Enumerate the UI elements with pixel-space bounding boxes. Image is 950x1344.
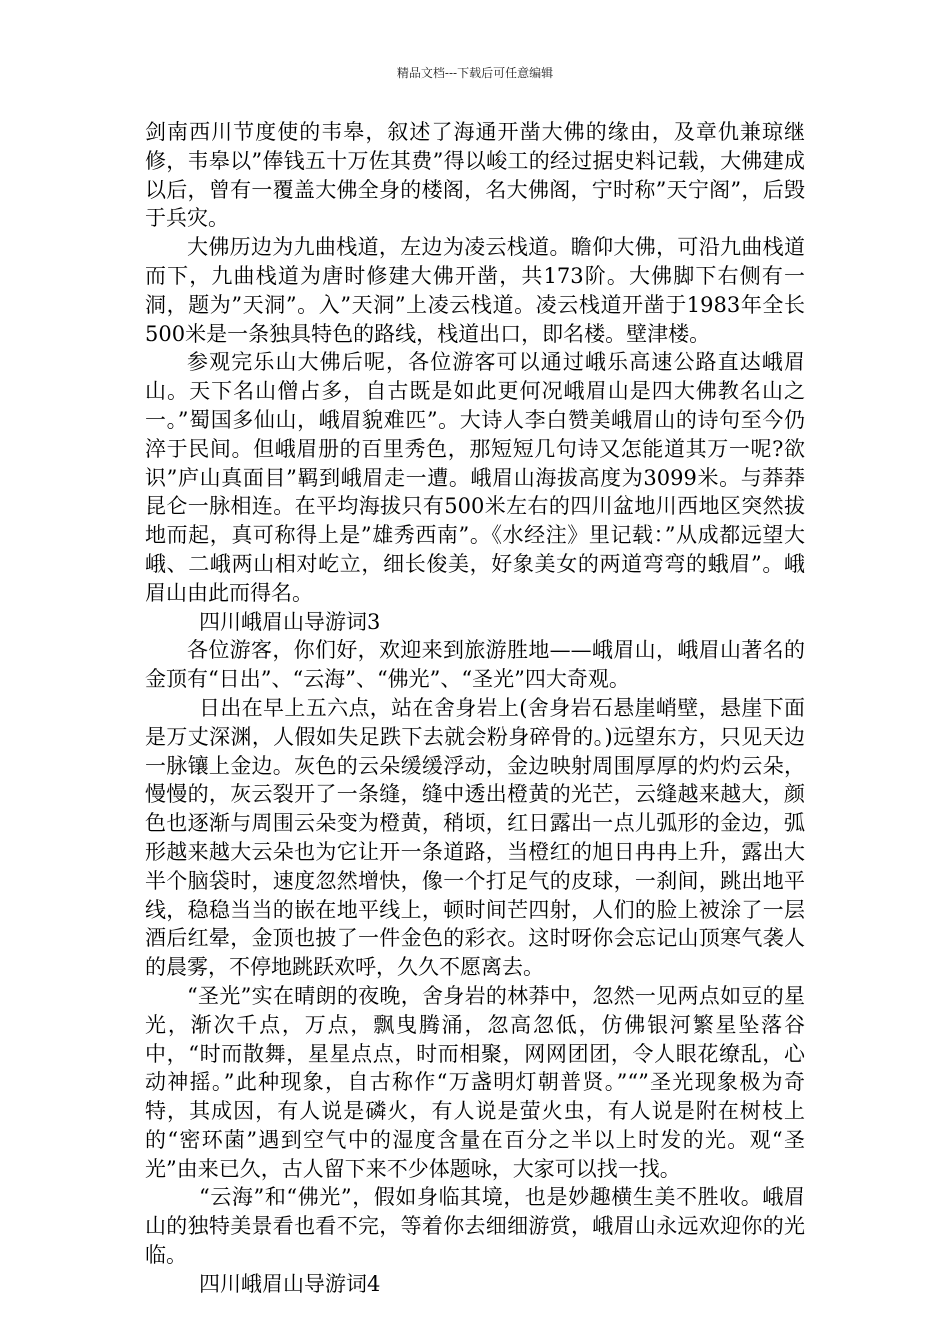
paragraph: 各位游客，你们好，欢迎来到旅游胜地——峨眉山，峨眉山著名的金顶有“日出”、“云海”、“佛光”、“圣光”四大奇观。 [145, 638, 805, 692]
section-heading: 四川峨眉山导游词3 [199, 609, 381, 634]
page-header: 精品文档---下载后可任意编辑 [396, 66, 554, 80]
document-body [145, 118, 805, 1299]
paragraph: 大佛历边为九曲栈道，左边为凌云栈道。瞻仰大佛，可沿九曲栈道而下，九曲栈道为唐时修建大佛开凿，共173阶。大佛脚下右侧有一洞，题为”天洞”。入”天洞”上凌云栈道。凌云栈道开凿于1983年全长500米是一条独具特色的路线，栈道出口，即名楼。壁津楼。 [145, 235, 805, 346]
paragraph: 日出在早上五六点，站在舍身岩上(舍身岩石悬崖峭壁，悬崖下面是万丈深渊，人假如失足跌下去就会粉身碎骨的。)远望东方，只见天边一脉镶上金边。灰色的云朵缓缓浮动，金边映射周围厚厚的灼灼云朵，慢慢的，灰云裂开了一条缝，缝中透出橙黄的光芒，云缝越来越大，颜色也逐渐与周围云朵变为橙黄，稍顷，红日露出一点儿弧形的金边，弧形越来越大云朵也为它让开一条道路，当橙红的旭日冉冉上升，露出大半个脑袋时，速度忽然增快，像一个打足气的皮球，一刹间，跳出地平线，稳稳当当的嵌在地平线上，顿时间芒四射，人们的脸上被涂了一层酒后红晕，金顶也披了一件金色的彩衣。这时呀你会忘记山顶寒气袭人的晨雾，不停地跳跃欢呼，久久不愿离去。 [145, 695, 805, 980]
paragraph: 剑南西川节度使的韦皋，叙述了海通开凿大佛的缘由，及章仇兼琼继修，韦皋以”俸钱五十万佐其费”得以峻工的经过据史料记载，大佛建成以后，曾有一覆盖大佛全身的楼阁，名大佛阁，宁时称”天宁阁”，后毁于兵灾。 [145, 120, 805, 231]
paragraph: “圣光”实在晴朗的夜晚，舍身岩的林莽中，忽然一见两点如豆的星光，渐次千点，万点，飘曳腾涌，忽高忽低，仿佛银河繁星坠落谷中，“时而散舞，星星点点，时而相聚，网网团团，令人眼花缭乱，心动神摇。”此种现象，自古称作“万盏明灯朝普贤。”“”圣光现象极为奇特，其成因，有人说是磷火，有人说是萤火虫，有人说是附在树枝上的“密环菌”遇到空气中的湿度含量在百分之半以上时发的光。观“圣光”由来已久，古人留下来不少体题咏，大家可以找一找。 [145, 983, 805, 1181]
section-heading: 四川峨眉山导游词4 [199, 1271, 381, 1296]
paragraph: 参观完乐山大佛后呢，各位游客可以通过峨乐高速公路直达峨眉山。天下名山僧占多，自古既是如此更何况峨眉山是四大佛教名山之一。”蜀国多仙山，峨眉貌难匹”。大诗人李白赞美峨眉山的诗句至今仍淬于民间。但峨眉册的百里秀色，那短短几句诗又怎能道其万一呢?欲识”庐山真面目”羁到峨眉走一遭。峨眉山海拔高度为3099米。与莽莽昆仑一脉相连。在平均海拔只有500米左右的四川盆地川西地区突然拔地而起，真可称得上是”雄秀西南”。《水经注》里记载：”从成都远望大峨、二峨两山相对屹立，细长俊美，好象美女的两道弯弯的蛾眉”。峨眉山由此而得名。 [145, 350, 805, 605]
paragraph: “云海”和“佛光”，假如身临其境，也是妙趣横生美不胜收。峨眉山的独特美景看也看不完，等着你去细细游赏，峨眉山永远欢迎你的光临。 [145, 1185, 805, 1268]
